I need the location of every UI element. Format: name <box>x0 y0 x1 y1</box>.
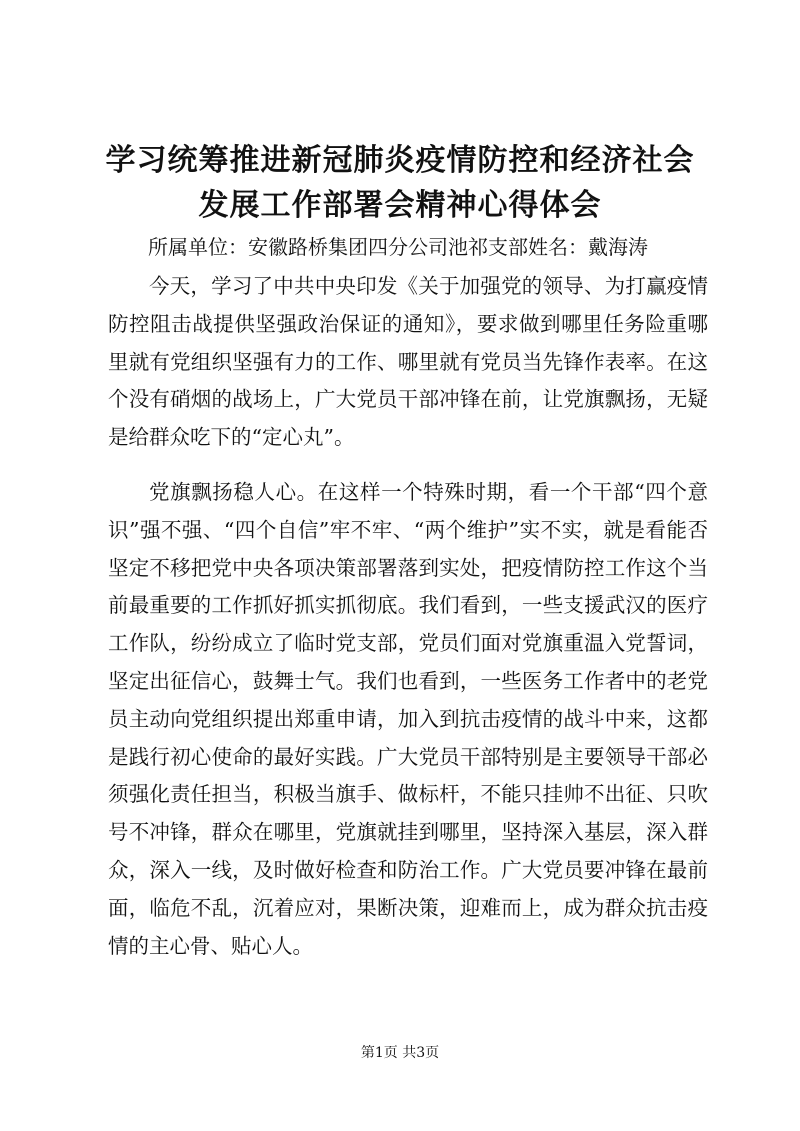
document-title: 学习统筹推进新冠肺炎疫情防控和经济社会发展工作部署会精神心得体会 <box>105 143 695 223</box>
body-paragraph-1: 今天，学习了中共中央印发《关于加强党的领导、为打赢疫情防控阻击战提供坚强政治保证的通知》，要求做到哪里任务险重哪里就有党组织坚强有力的工作、哪里就有党员当先锋作表率。在这个没有硝烟的战场上，广大党员干部冲锋在前，让党旗飘扬，无疑是给群众吃下的“定心丸”。 <box>108 274 708 450</box>
page-number-footer: 第1页 共3页 <box>360 1045 440 1061</box>
author-affiliation-line: 所属单位：安徽路桥集团四分公司池祁支部姓名：戴海涛 <box>148 235 648 259</box>
body-paragraph-2: 党旗飘扬稳人心。在这样一个特殊时期，看一个干部“四个意识”强不强、“四个自信”牢不牢、“两个维护”实不实，就是看能否坚定不移把党中央各项决策部署落到实处，把疫情防控工作这个当前最重要的工作抓好抓实抓彻底。我们看到，一些支援武汉的医疗工作队，纷纷成立了临时党支部，党员们面对党旗重温入党誓词，坚定出征信心，鼓舞士气。我们也看到，一些医务工作者中的老党员主动向党组织提出郑重申请，加入到抗击疫情的战斗中来，这都是践行初心使命的最好实践。广大党员干部特别是主要领导干部必须强化责任担当，积极当旗手、做标杆，不能只挂帅不出征、只吹号不冲锋，群众在哪里，党旗就挂到哪里，坚持深入基层，深入群众，深入一线，及时做好检查和防治工作。广大党员要冲锋在最前面，临危不乱，沉着应对，果断决策，迎难而上，成为群众抗击疫情的主心骨、贴心人。 <box>108 480 708 958</box>
